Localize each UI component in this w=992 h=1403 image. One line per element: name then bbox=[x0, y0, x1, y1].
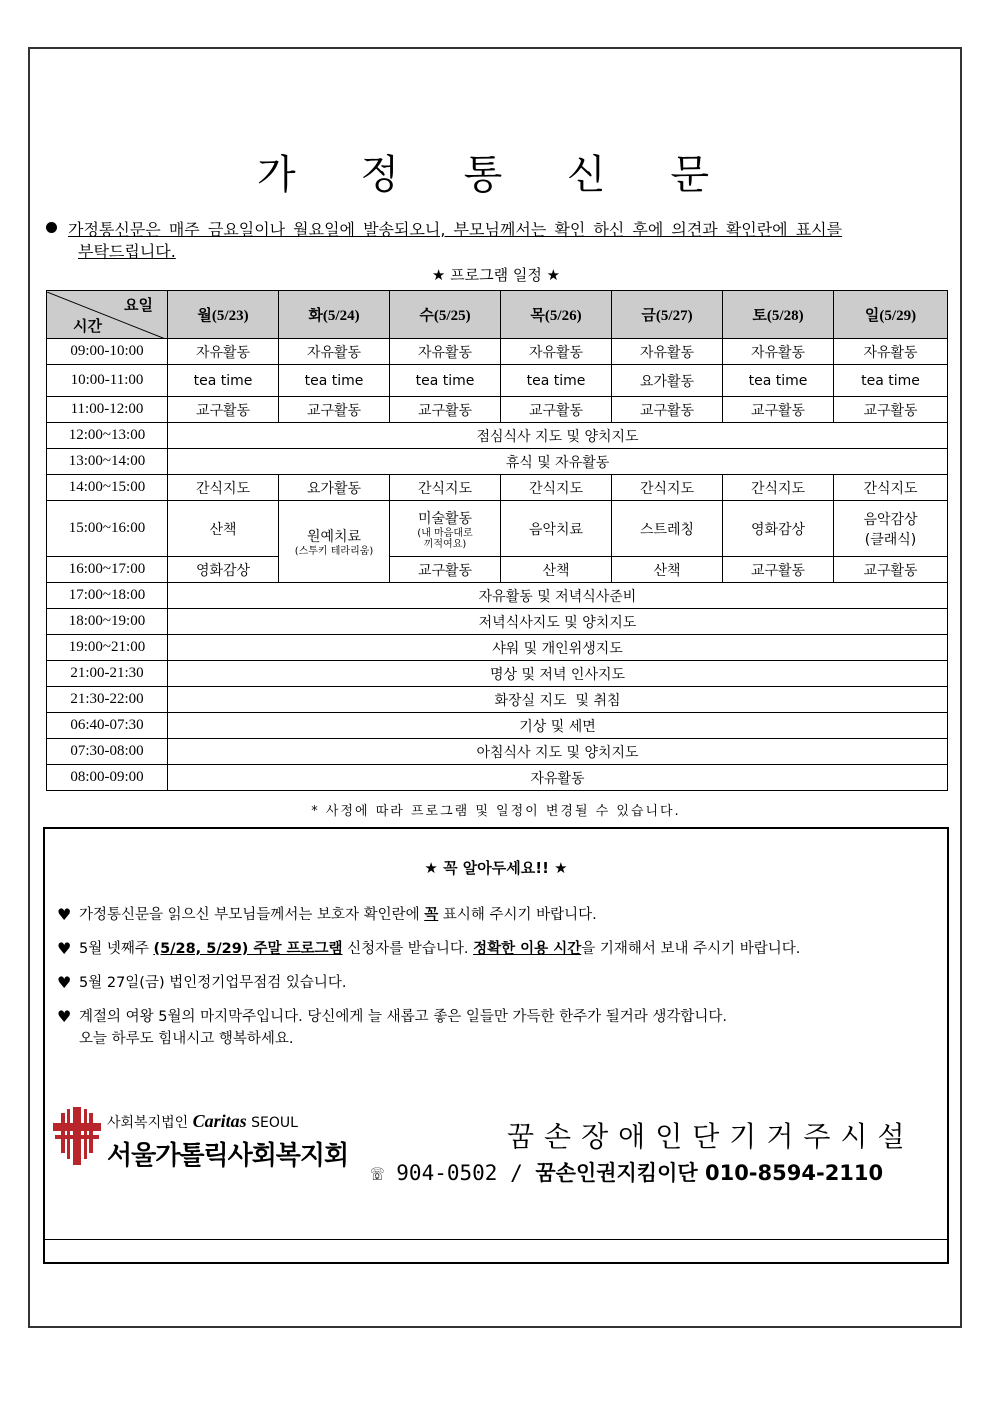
table-row bbox=[47, 557, 948, 583]
notice-box-title: ★ 꼭 알아두세요!! ★ bbox=[424, 859, 568, 877]
activity-span-cell: 기상 및 세면 bbox=[168, 713, 948, 739]
time-cell: 18:00~19:00 bbox=[47, 609, 168, 635]
list-item-text: 계절의 여왕 5월의 마지막주입니다. 당신에게 늘 새롭고 좋은 일들만 가득한 한주가 될거라 생각합니다. bbox=[79, 1009, 728, 1025]
activity-cell: tea time bbox=[279, 365, 390, 397]
time-cell: 21:00-21:30 bbox=[47, 661, 168, 687]
activity-span-cell: 명상 및 저녁 인사지도 bbox=[168, 661, 948, 687]
activity-cell: 스트레칭 bbox=[612, 501, 723, 557]
rights-contact: 꿈손인권지킴이단 010-8594-2110 bbox=[535, 1161, 884, 1185]
list-item-emphasis: 정확한 이용 시간 bbox=[473, 941, 582, 957]
list-item-text: 을 기재해서 보내 주시기 바랍니다. bbox=[581, 941, 801, 957]
list-item bbox=[57, 1007, 937, 1029]
notice bbox=[46, 219, 926, 263]
activity-cell: 자유활동 bbox=[279, 339, 390, 365]
day-header: 화(5/24) bbox=[279, 291, 390, 339]
facility-name: 꿈손장애인단기거주시설 bbox=[507, 1120, 915, 1153]
logo-sub-label: 사회복지법인 bbox=[107, 1115, 193, 1131]
list-item-text: 신청자를 받습니다. bbox=[342, 941, 474, 957]
schedule-footnote: * 사정에 따라 프로그램 및 일정이 변경될 수 있습니다. bbox=[311, 804, 681, 819]
time-cell: 19:00~21:00 bbox=[47, 635, 168, 661]
table-row bbox=[47, 765, 948, 791]
activity-cell: 산책 bbox=[612, 557, 723, 583]
heart-icon: ♥ bbox=[57, 905, 72, 924]
activity-cell: 요가활동 bbox=[279, 475, 390, 501]
activity-cell: 교구활동 bbox=[834, 397, 948, 423]
activity-cell: 자유활동 bbox=[501, 339, 612, 365]
table-row bbox=[47, 397, 948, 423]
list-item-emphasis: 꼭 bbox=[424, 907, 439, 923]
time-cell: 06:40-07:30 bbox=[47, 713, 168, 739]
schedule-title: ★ 프로그램 일정 ★ bbox=[431, 266, 561, 284]
activity-sub: (내 마음대로 bbox=[417, 527, 473, 539]
activity-span-cell: 자유활동 및 저녁식사준비 bbox=[168, 583, 948, 609]
activity-cell: 간식지도 bbox=[723, 475, 834, 501]
activity-cell: 교구활동 bbox=[168, 397, 279, 423]
activity-span-cell: 자유활동 bbox=[168, 765, 948, 791]
day-header: 수(5/25) bbox=[390, 291, 501, 339]
activity-cell bbox=[390, 501, 501, 557]
notice-list bbox=[57, 905, 937, 1063]
list-item-text: 표시해 주시기 바랍니다. bbox=[438, 907, 597, 923]
heart-icon: ♥ bbox=[57, 939, 72, 958]
caritas-cross-icon bbox=[51, 1105, 103, 1167]
heart-icon: ♥ bbox=[57, 973, 72, 992]
activity-sub: (스투키 테라리움) bbox=[294, 546, 374, 557]
activity-cell: 산책 bbox=[168, 501, 279, 557]
corner-day-label: 요일 bbox=[124, 297, 153, 314]
notice-line2: 부탁드립니다. bbox=[78, 242, 176, 261]
activity-cell: 자유활동 bbox=[834, 339, 948, 365]
time-cell: 14:00~15:00 bbox=[47, 475, 168, 501]
activity-cell: 교구활동 bbox=[390, 397, 501, 423]
caritas-logo bbox=[51, 1105, 371, 1195]
table-row bbox=[47, 583, 948, 609]
list-item bbox=[57, 973, 937, 1007]
activity-cell: 교구활동 bbox=[834, 557, 948, 583]
activity-span-cell: 휴식 및 자유활동 bbox=[168, 449, 948, 475]
table-row bbox=[47, 739, 948, 765]
activity-cell: tea time bbox=[834, 365, 948, 397]
table-row bbox=[47, 423, 948, 449]
activity-span-cell: 화장실 지도 및 취침 bbox=[168, 687, 948, 713]
logo-subtitle bbox=[107, 1111, 298, 1132]
activity-cell: 간식지도 bbox=[612, 475, 723, 501]
activity-cell: 자유활동 bbox=[168, 339, 279, 365]
list-item-continuation bbox=[57, 1029, 937, 1063]
time-cell: 07:30-08:00 bbox=[47, 739, 168, 765]
activity-cell: 자유활동 bbox=[612, 339, 723, 365]
activity-cell: 음악치료 bbox=[501, 501, 612, 557]
activity-cell: 영화감상 bbox=[168, 557, 279, 583]
list-item bbox=[57, 939, 937, 973]
activity-main: 원예치료 bbox=[306, 529, 362, 545]
activity-span-cell: 아침식사 지도 및 양치지도 bbox=[168, 739, 948, 765]
page-title: 가 정 통 신 문 bbox=[256, 152, 736, 198]
activity-cell: 교구활동 bbox=[501, 397, 612, 423]
bullet-icon bbox=[46, 222, 57, 233]
activity-cell: 교구활동 bbox=[723, 557, 834, 583]
list-item-text: 5월 27일(금) 법인정기업무점검 있습니다. bbox=[79, 975, 347, 991]
table-row bbox=[47, 635, 948, 661]
list-item-text: 5월 넷째주 bbox=[79, 941, 154, 957]
time-cell: 17:00~18:00 bbox=[47, 583, 168, 609]
time-cell: 11:00-12:00 bbox=[47, 397, 168, 423]
list-item-text: 오늘 하루도 힘내시고 행복하세요. bbox=[79, 1031, 294, 1047]
activity-cell: tea time bbox=[168, 365, 279, 397]
day-header: 토(5/28) bbox=[723, 291, 834, 339]
day-header: 일(5/29) bbox=[834, 291, 948, 339]
table-row bbox=[47, 687, 948, 713]
logo-city: SEOUL bbox=[246, 1115, 298, 1131]
activity-span-cell: 점심식사 지도 및 양치지도 bbox=[168, 423, 948, 449]
table-row bbox=[47, 339, 948, 365]
activity-cell: 자유활동 bbox=[723, 339, 834, 365]
schedule-table bbox=[46, 290, 948, 791]
day-header: 목(5/26) bbox=[501, 291, 612, 339]
day-header: 금(5/27) bbox=[612, 291, 723, 339]
activity-sub: (클래식) bbox=[864, 531, 917, 548]
activity-span-cell: 샤워 및 개인위생지도 bbox=[168, 635, 948, 661]
table-row bbox=[47, 713, 948, 739]
logo-brand: Caritas bbox=[192, 1111, 247, 1131]
activity-cell bbox=[834, 501, 948, 557]
activity-cell: 교구활동 bbox=[390, 557, 501, 583]
activity-cell: 요가활동 bbox=[612, 365, 723, 397]
activity-main: 미술활동 bbox=[417, 510, 473, 527]
list-item-emphasis: (5/28, 5/29) 주말 프로그램 bbox=[153, 941, 343, 957]
activity-sub: 끼적여요) bbox=[423, 538, 467, 550]
activity-cell: tea time bbox=[390, 365, 501, 397]
activity-cell: 자유활동 bbox=[390, 339, 501, 365]
corner-cell bbox=[47, 291, 168, 339]
table-row bbox=[47, 475, 948, 501]
time-cell: 13:00~14:00 bbox=[47, 449, 168, 475]
activity-cell bbox=[279, 501, 390, 583]
activity-cell: 교구활동 bbox=[723, 397, 834, 423]
phone-number: ☏ 904-0502 / bbox=[371, 1161, 536, 1185]
activity-main: 음악감상 bbox=[863, 511, 918, 528]
table-row bbox=[47, 661, 948, 687]
notice-box bbox=[43, 827, 949, 1264]
box-divider bbox=[45, 1239, 947, 1240]
activity-cell: 간식지도 bbox=[390, 475, 501, 501]
contact-line bbox=[371, 1157, 883, 1187]
time-cell: 16:00~17:00 bbox=[47, 557, 168, 583]
logo-main-text: 서울가톨릭사회복지회 bbox=[107, 1141, 349, 1171]
list-item bbox=[57, 905, 937, 939]
activity-cell: tea time bbox=[723, 365, 834, 397]
activity-cell: 교구활동 bbox=[612, 397, 723, 423]
table-row bbox=[47, 449, 948, 475]
activity-cell: 간식지도 bbox=[168, 475, 279, 501]
list-item-text: 가정통신문을 읽으신 부모님들께서는 보호자 확인란에 bbox=[79, 907, 425, 923]
table-row bbox=[47, 365, 948, 397]
activity-cell: tea time bbox=[501, 365, 612, 397]
table-row bbox=[47, 609, 948, 635]
activity-cell: 간식지도 bbox=[834, 475, 948, 501]
time-cell: 15:00~16:00 bbox=[47, 501, 168, 557]
time-cell: 12:00~13:00 bbox=[47, 423, 168, 449]
heart-icon: ♥ bbox=[57, 1007, 72, 1026]
time-cell: 21:30-22:00 bbox=[47, 687, 168, 713]
table-row bbox=[47, 501, 948, 557]
notice-line1: 가정통신문은 매주 금요일이나 월요일에 발송되오니, 부모님께서는 확인 하신 후에 의견과 확인란에 표시를 bbox=[68, 220, 843, 239]
activity-cell: 간식지도 bbox=[501, 475, 612, 501]
header-row bbox=[47, 291, 948, 339]
corner-time-label: 시간 bbox=[73, 318, 102, 335]
activity-span-cell: 저녁식사지도 및 양치지도 bbox=[168, 609, 948, 635]
time-cell: 10:00-11:00 bbox=[47, 365, 168, 397]
activity-cell: 교구활동 bbox=[279, 397, 390, 423]
day-header: 월(5/23) bbox=[168, 291, 279, 339]
activity-cell: 영화감상 bbox=[723, 501, 834, 557]
time-cell: 08:00-09:00 bbox=[47, 765, 168, 791]
time-cell: 09:00-10:00 bbox=[47, 339, 168, 365]
activity-cell: 산책 bbox=[501, 557, 612, 583]
